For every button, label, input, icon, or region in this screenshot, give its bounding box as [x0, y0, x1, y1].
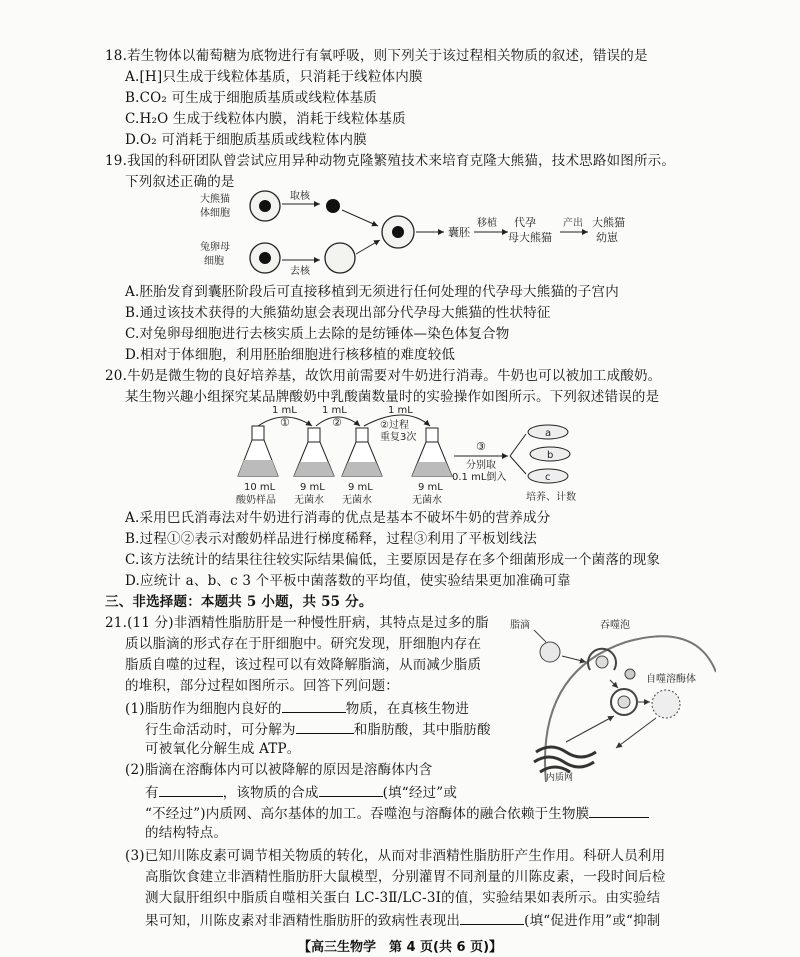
q18-stem: 18.若生物体以葡萄糖为底物进行有氧呼吸，则下列关于该过程相关物质的叙述，错误的是 [105, 48, 648, 64]
q21-p3-line2: 高脂饮食建立非酒精性脂肪肝大鼠模型，分别灌胃不同剂量的川陈皮素，一段时间后检 [145, 869, 666, 885]
lysosome [625, 669, 635, 679]
q19-option-a: A.胚胎发育到囊胚阶段后可直接移植到无须进行任何处理的代孕母大熊猫的子宫内 [125, 284, 619, 300]
phagophore-label: 吞噬泡 [600, 620, 630, 631]
plate-c-label: c [545, 472, 551, 483]
autolysosome [652, 690, 680, 718]
q19-option-c: C.对兔卵母细胞进行去核实质上去除的是纺锤体—染色体复合物 [125, 326, 510, 342]
er-label: 内质网 [546, 773, 574, 782]
flask-sample [238, 426, 278, 476]
surrogate-label-2: 母大熊猫 [508, 231, 552, 244]
q20-stem: 20.牛奶是微生物的良好培养基，故饮用前需要对牛奶进行消毒。牛奶也可以被加工成酸奶。 [105, 368, 662, 384]
q21-intro-1: 21.(11 分)非酒精性脂肪肝是一种慢性肝病，其特点是过多的脂 [105, 615, 489, 631]
q21-p3-line3: 测大鼠肝组织中脂质自噬相关蛋白 LC-3Ⅱ/LC-3Ⅰ的值，实验结果如表所示。由实验结 [145, 890, 661, 906]
lipid-droplet-label: 脂滴 [510, 620, 530, 631]
er-structure [534, 747, 596, 772]
step2-note-2: 重复3次 [380, 432, 417, 443]
page-footer: 【高三生物学 第 4 页(共 6 页)】 [297, 940, 503, 955]
cub-label: 大熊猫 [592, 216, 625, 229]
q19-option-b: B.通过该技术获得的大熊猫幼崽会表现出部分代孕母大熊猫的性状特征 [125, 305, 551, 321]
q21-p2-line3: “不经过”)内质网、高尔基体的加工。吞噬泡与溶酶体的融合依赖于生物膜 [145, 803, 649, 823]
flask2-vol: 9 mL [300, 482, 325, 493]
q18-option-a: A.[H]只生成于线粒体基质，只消耗于线粒体内膜 [125, 69, 423, 85]
answer-blank-4[interactable] [319, 782, 383, 797]
q18-option-b: B.CO₂ 可生成于细胞质基质或线粒体基质 [125, 90, 378, 106]
answer-blank-3[interactable] [159, 782, 223, 797]
blastocyst-label: 囊胚 [448, 226, 470, 239]
plate-b-label: b [547, 450, 554, 461]
panda-nucleus [259, 200, 271, 212]
q21-p3-line4-visible: 果可知，川陈皮素对非酒精性脂肪肝的致病性表现出 (填“促进作用”或“抑制 [145, 910, 660, 930]
autophagy-figure [506, 612, 716, 782]
reconstructed-nucleus [392, 226, 404, 238]
q21-intro-3: 脂质自噬的过程，该过程可以有效降解脂滴，从而减少脂质 [125, 657, 482, 673]
rabbit-nucleus [259, 252, 271, 264]
q21-intro-4: 的堆积，部分过程如图所示。回答下列问题： [125, 678, 399, 694]
plates-label: 培养、计数 [526, 492, 576, 503]
q19-stem-cont: 下列叙述正确的是 [125, 174, 235, 190]
step3-note-2: 0.1 mL倒入 [452, 472, 507, 483]
q21-p3-line1: (3)已知川陈皮素可调节相关物质的转化，从而对非酒精性脂肪肝产生作用。科研人员利用 [125, 848, 666, 864]
q21-intro-2: 质以脂滴的形式存在于肝细胞中。研究发现，肝细胞内存在 [125, 636, 482, 652]
answer-blank-1[interactable] [282, 698, 346, 713]
step1-label: ① [280, 416, 290, 429]
step3-label: ③ [476, 440, 486, 453]
panda-cell-label: 大熊猫 [200, 194, 230, 205]
flask1-vol: 10 mL [244, 482, 276, 493]
flask3-vol: 9 mL [348, 482, 373, 493]
q21-p1-line3: 可被氧化分解生成 ATP。 [145, 741, 301, 757]
q21-p1-line1: (1)脂肪作为细胞内良好的 物质，在真核生物进 [125, 698, 469, 718]
cub-label-2: 幼崽 [596, 231, 618, 244]
flask2-name: 无菌水 [294, 495, 324, 506]
rabbit-cell-label-2: 细胞 [204, 256, 224, 267]
step2-note: ②过程 [380, 420, 409, 431]
autolysosome-label: 自噬溶酶体 [646, 674, 696, 685]
enucleate-label: 去核 [290, 266, 310, 277]
birth-label: 产出 [563, 218, 583, 229]
q18-option-d: D.O₂ 可消耗于细胞质基质或线粒体内膜 [125, 132, 367, 148]
q21-p2-line4: 的结构特点。 [145, 825, 228, 841]
flask1-name: 酸奶样品 [236, 495, 276, 506]
lipid-droplet [540, 642, 560, 662]
panda-cell-label-2: 体细胞 [200, 208, 230, 219]
q21-p1-line2: 行生命活动时，可分解为 和脂肪酸，其中脂肪酸 [145, 719, 491, 739]
enucleated-oocyte [325, 243, 355, 273]
q19-option-d: D.相对于体细胞，利用胚胎细胞进行核移植的难度较低 [125, 347, 456, 363]
flask-water-1 [294, 428, 334, 476]
q20-option-d: D.应统计 a、b、c 3 个平板中菌落数的平均值，使实验结果更加准确可靠 [125, 573, 571, 589]
plate-a-label: a [545, 428, 552, 439]
q21-p2-line2: 有 ，该物质的合成 (填“经过”或 [145, 782, 457, 802]
cloning-figure [190, 188, 670, 280]
answer-blank-5[interactable] [589, 803, 649, 818]
answer-blank-2[interactable] [296, 719, 354, 734]
transfer3-label: 1 mL [388, 405, 413, 416]
q20-stem-cont: 某生物兴趣小组探究某品牌酸奶中乳酸菌数量时的实验操作如图所示。下列叙述错误的是 [125, 389, 660, 405]
dilution-figure [230, 404, 590, 506]
transfer2-label: 1 mL [322, 405, 347, 416]
q18-option-c: C.H₂O 生成于线粒体内膜，消耗于线粒体基质 [125, 111, 406, 127]
answer-blank-6[interactable] [460, 910, 524, 925]
step3-note: 分别取 [466, 460, 496, 471]
q20-option-a: A.采用巴氏消毒法对牛奶进行消毒的优点是基本不破坏牛奶的营养成分 [125, 510, 551, 526]
q19-stem: 19.我国的科研团队曾尝试应用异种动物克隆繁殖技术来培育克隆大熊猫，技术思路如图所示。 [105, 153, 676, 169]
flask3-name: 无菌水 [342, 495, 372, 506]
flask4-name: 无菌水 [412, 495, 442, 506]
q20-option-c: C.该方法统计的结果往往较实际结果偏低，主要原因是存在多个细菌形成一个菌落的现象 [125, 552, 661, 568]
flask-water-2 [342, 428, 382, 476]
isolated-nucleus [326, 199, 340, 213]
transfer1-label: 1 mL [272, 405, 297, 416]
step2-label: ② [332, 416, 342, 429]
surrogate-label: 代孕 [514, 216, 536, 229]
rabbit-cell-label: 兔卵母 [200, 242, 230, 253]
q20-option-b: B.过程①②表示对酸奶样品进行梯度稀释，过程③利用了平板划线法 [125, 531, 537, 547]
transplant-label: 移植 [477, 218, 497, 229]
take-nucleus-label: 取核 [290, 191, 310, 202]
flask-water-3 [412, 428, 452, 476]
q21-p2-line1: (2)脂滴在溶酶体内可以被降解的原因是溶酶体内含 [125, 762, 433, 778]
section-heading: 三、非选择题：本题共 5 小题，共 55 分。 [105, 594, 373, 610]
flask4-vol: 9 mL [418, 482, 443, 493]
